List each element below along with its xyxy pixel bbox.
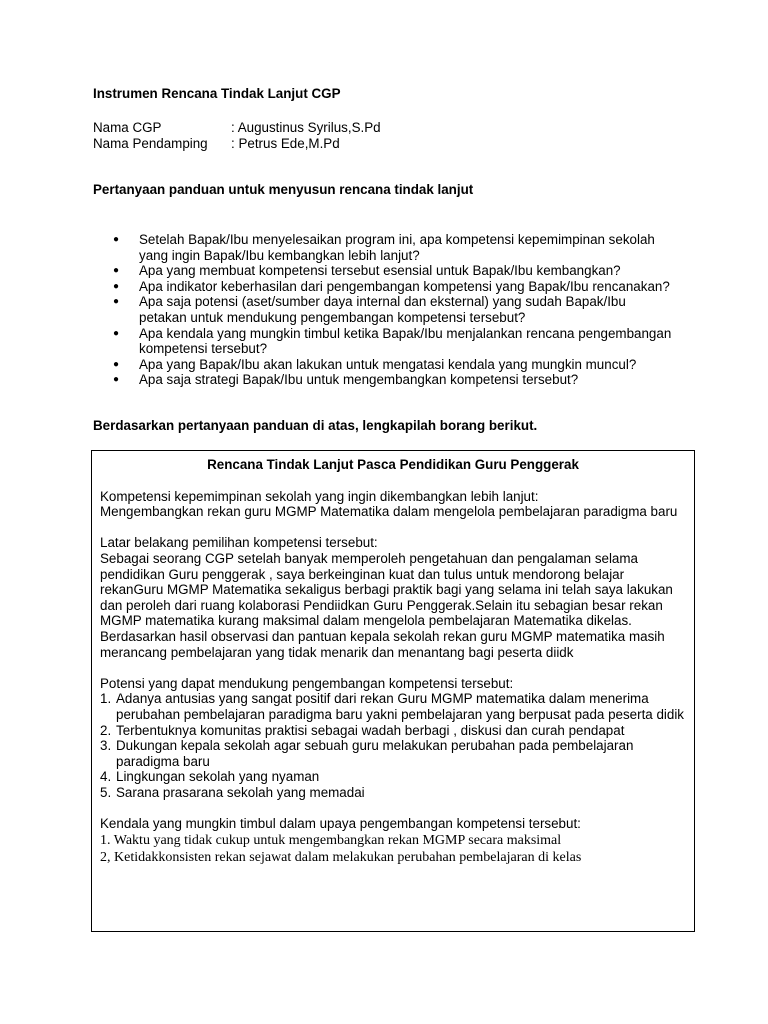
form-instruction: Berdasarkan pertanyaan panduan di atas, lengkapilah borang berikut. — [93, 418, 538, 433]
guide-question: ● Apa yang Bapak/Ibu akan lakukan untuk mengatasi kendala yang mungkin muncul? — [113, 356, 637, 372]
guide-question: ● Apa yang membuat kompetensi tersebut esensial untuk Bapak/Ibu kembangkan? — [113, 263, 621, 279]
background-value: Sebagai seorang CGP setelah banyak memperoleh pengetahuan dan pengalaman selama pendidikan Guru penggerak , saya berkeinginan kuat dan tulus untuk mendorong belajar rekanGuru MGMP Matematika sekaligus berbagi praktik bagi yang selama ini telah saya lakukan dan peroleh dari ruang kolaborasi Pendiidkan Guru Penggerak.Selain itu sebagian besar rekan MGMP matematika kurang maksimal dalam mengelola pembelajaran Matematika dikelas. Berdasarkan hasil observasi dan pantuan kepala sekolah rekan guru MGMP matematika masih merancang pembelajaran yang tidak menarik dan menantang bagi peserta diidk — [100, 550, 673, 660]
document-title: Instrumen Rencana Tindak Lanjut CGP — [93, 86, 341, 101]
cgp-name-value: : Augustinus Syrilus,S.Pd — [231, 120, 381, 135]
background-label: Latar belakang pemilihan kompetensi tersebut: — [100, 535, 378, 551]
guide-question: ● Apa saja potensi (aset/sumber daya internal dan eksternal) yang sudah Bapak/Ibu petakan untuk mendukung pengembangan kompetensi tersebut? — [113, 294, 626, 325]
potential-item: 3. Dukungan kepala sekolah agar sebuah guru melakukan perubahan pada pembelajaran paradigma baru — [100, 738, 634, 769]
competency-value: Mengembangkan rekan guru MGMP Matematika dalam mengelola pembelajaran paradigma baru — [100, 504, 678, 520]
potential-label: Potensi yang dapat mendukung pengembangan kompetensi tersebut: — [100, 675, 514, 691]
background-section — [100, 535, 686, 660]
obstacle-label: Kendala yang mungkin timbul dalam upaya pengembangan kompetensi tersebut: — [100, 816, 581, 832]
competency-section — [100, 489, 686, 520]
bullet-icon: ● — [113, 296, 120, 308]
bullet-icon: ● — [113, 280, 120, 292]
guide-question: ● Apa saja strategi Bapak/Ibu untuk mengembangkan kompetensi tersebut? — [113, 372, 579, 388]
obstacle-item: 1. Waktu yang tidak cukup untuk mengembangkan rekan MGMP secara maksimal — [100, 832, 562, 848]
cgp-name-label: Nama CGP — [93, 120, 162, 135]
bullet-icon: ● — [113, 327, 120, 339]
bullet-icon: ● — [113, 358, 120, 370]
potential-item: 2. Terbentuknya komunitas praktisi sebagai wadah berbagi , diskusi dan curah pendapat — [100, 722, 625, 738]
cgp-name-row — [93, 120, 381, 136]
rtl-form-box — [91, 450, 695, 932]
form-title: Rencana Tindak Lanjut Pasca Pendidikan Guru Penggerak — [207, 457, 579, 472]
guide-question: ● Setelah Bapak/Ibu menyelesaikan program ini, apa kompetensi kepemimpinan sekolah yang ingin Bapak/Ibu kembangkan lebih lanjut? — [113, 232, 655, 263]
potential-item: 5. Sarana prasarana sekolah yang memadai — [100, 784, 365, 800]
pendamping-name-label: Nama Pendamping — [93, 136, 208, 151]
bullet-icon: ● — [113, 265, 120, 277]
guide-heading: Pertanyaan panduan untuk menyusun rencana tindak lanjut — [93, 182, 474, 197]
guide-question-list — [93, 232, 673, 388]
pendamping-name-row — [93, 136, 340, 152]
competency-label: Kompetensi kepemimpinan sekolah yang ingin dikembangkan lebih lanjut: — [100, 488, 539, 504]
pendamping-name-value: : Petrus Ede,M.Pd — [231, 136, 340, 151]
potential-item: 1. Adanya antusias yang sangat positif dari rekan Guru MGMP matematika dalam menerima perubahan pembelajaran paradigma baru yakni pembelajaran yang berpusat pada peserta didik — [100, 691, 684, 722]
potential-section — [100, 676, 686, 801]
potential-item: 4. Lingkungan sekolah yang nyaman — [100, 769, 320, 785]
guide-question: ● Apa indikator keberhasilan dari pengembangan kompetensi yang Bapak/Ibu rencanakan? — [113, 278, 670, 294]
guide-question: ● Apa kendala yang mungkin timbul ketika Bapak/Ibu menjalankan rencana pengembangan kompetensi tersebut? — [113, 325, 672, 357]
bullet-icon: ● — [113, 234, 120, 245]
obstacle-item: 2, Ketidakkonsisten rekan sejawat dalam melakukan perubahan pembelajaran di kelas — [100, 849, 582, 865]
obstacle-section — [100, 816, 686, 866]
bullet-icon: ● — [113, 374, 120, 386]
